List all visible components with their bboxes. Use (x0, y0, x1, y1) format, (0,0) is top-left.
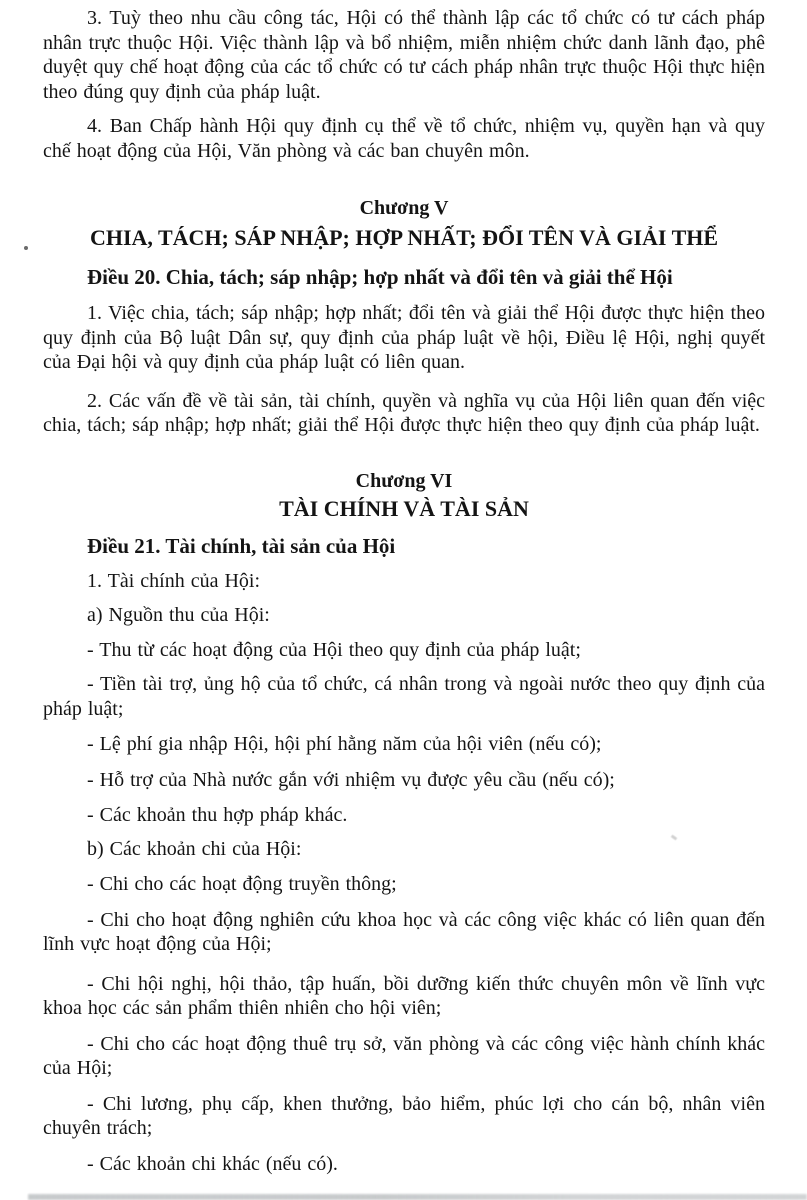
chapter-v-title: CHIA, TÁCH; SÁP NHẬP; HỢP NHẤT; ĐỔI TÊN VÀ GIẢI THỂ (89, 225, 719, 250)
expense-item: - Chi hội nghị, hội thảo, tập huấn, bồi dưỡng kiến thức chuyên môn về lĩnh vực khoa học các sản phẩm thiên nhiên cho hội viên; (43, 972, 765, 1019)
article-21-point-b: b) Các khoản chi của Hội: (87, 837, 302, 860)
chapter-v-label: Chương V (359, 197, 449, 219)
article-20-paragraph-2: 2. Các vấn đề về tài sản, tài chính, quyền và nghĩa vụ của Hội liên quan đến việc chia, tách; sáp nhập; hợp nhất; giải thể Hội được thực hiện theo quy định của pháp luật. (43, 389, 765, 436)
expense-item: - Chi lương, phụ cấp, khen thưởng, bảo hiểm, phúc lợi cho cán bộ, nhân viên chuyên trách; (43, 1092, 765, 1139)
expense-item: - Chi cho các hoạt động thuê trụ sở, văn phòng và các công việc hành chính khác của Hội; (43, 1032, 765, 1079)
revenue-item: - Lệ phí gia nhập Hội, hội phí hằng năm của hội viên (nếu có); (87, 733, 602, 755)
revenue-item: - Hỗ trợ của Nhà nước gắn với nhiệm vụ được yêu cầu (nếu có); (87, 768, 615, 791)
expense-item: - Chi cho các hoạt động truyền thông; (87, 873, 397, 895)
article-21-heading: Điều 21. Tài chính, tài sản của Hội (87, 533, 396, 558)
article-21-point-a: a) Nguồn thu của Hội: (87, 604, 270, 626)
revenue-item: - Thu từ các hoạt động của Hội theo quy định của pháp luật; (87, 638, 581, 661)
article-20-paragraph-1: 1. Việc chia, tách; sáp nhập; hợp nhất; đổi tên và giải thể Hội được thực hiện theo quy định của Bộ luật Dân sự, quy định của pháp luật về hội, Điều lệ Hội, nghị quyết của Đại hội và quy định của pháp luật có liên quan. (43, 302, 765, 373)
paragraph-clause-4: 4. Ban Chấp hành Hội quy định cụ thể về tổ chức, nhiệm vụ, quyền hạn và quy chế hoạt động của Hội, Văn phòng và các ban chuyên môn. (43, 115, 765, 162)
chapter-vi-label: Chương VI (355, 469, 453, 492)
scan-edge-artifact (28, 1194, 807, 1200)
revenue-item: - Tiền tài trợ, ủng hộ của tổ chức, cá nhân trong và ngoài nước theo quy định của pháp luật; (43, 673, 765, 720)
scan-noise-dot (24, 246, 28, 250)
expense-item: - Chi cho hoạt động nghiên cứu khoa học và các công việc khác có liên quan đến lĩnh vực hoạt động của Hội; (43, 908, 765, 955)
paragraph-clause-3: 3. Tuỳ theo nhu cầu công tác, Hội có thể thành lập các tổ chức có tư cách pháp nhân trực thuộc Hội. Việc thành lập và bổ nhiệm, miễn nhiệm chức danh lãnh đạo, phê duyệt quy chế hoạt động của các tổ chức có tư cách pháp nhân trực thuộc Hội thực hiện theo đúng quy định của pháp luật. (43, 7, 765, 103)
revenue-item: - Các khoản thu hợp pháp khác. (87, 804, 348, 826)
expense-item: - Các khoản chi khác (nếu có). (87, 1152, 338, 1175)
article-20-heading: Điều 20. Chia, tách; sáp nhập; hợp nhất và đổi tên và giải thể Hội (87, 265, 673, 289)
article-21-clause-1: 1. Tài chính của Hội: (87, 569, 261, 592)
chapter-vi-title: TÀI CHÍNH VÀ TÀI SẢN (279, 495, 529, 521)
